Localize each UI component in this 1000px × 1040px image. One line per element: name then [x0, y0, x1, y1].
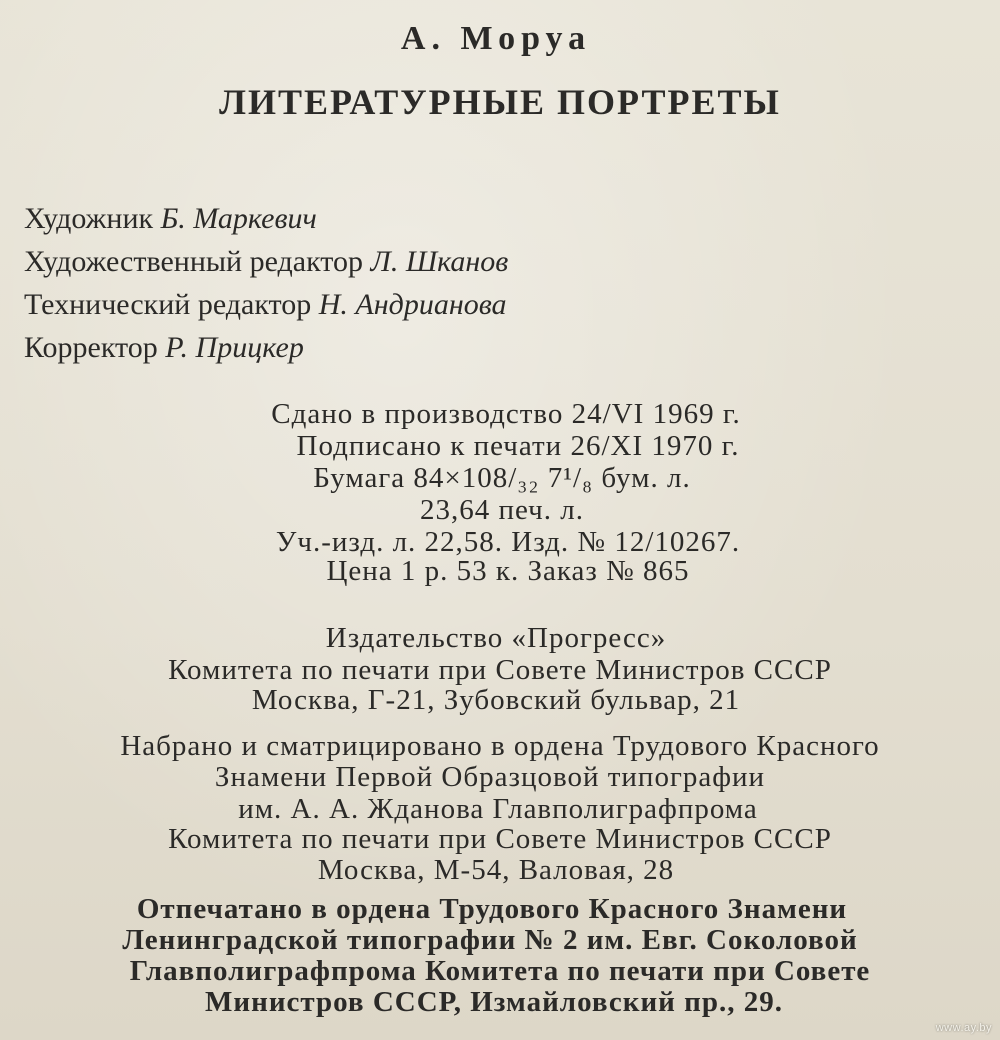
printing-address: Министров СССР, Измайловский пр., 29.	[205, 986, 783, 1018]
book-author: А. Моруа	[400, 20, 592, 57]
publisher-committee: Комитета по печати при Совете Министров СССР	[168, 654, 832, 686]
printed-sheets: 23,64 печ. л.	[420, 494, 584, 526]
publisher-sheets: Уч.-изд. л. 22,58. Изд. № 12/10267.	[275, 526, 741, 558]
typesetting-address: Москва, М-54, Валовая, 28	[317, 854, 675, 886]
production-date: Сдано в производство 24/VI 1969 г.	[271, 398, 741, 430]
credit-artist	[24, 204, 317, 234]
credit-proofreader	[24, 333, 304, 363]
credit-name: Н. Андрианова	[318, 288, 507, 321]
credit-name: Б. Маркевич	[160, 202, 317, 235]
credit-art-editor	[24, 247, 508, 277]
publisher-address: Москва, Г-21, Зубовский бульвар, 21	[251, 684, 741, 716]
printing-line: Главполиграфпрома Комитета по печати при Совете	[129, 955, 871, 987]
typesetting-line: им. А. А. Жданова Главполиграфпрома	[238, 793, 758, 825]
credit-role: Корректор	[24, 331, 158, 364]
printing-line: Отпечатано в ордена Трудового Красного Знамени	[136, 893, 848, 925]
credit-name: Р. Прицкер	[165, 331, 304, 364]
book-title: ЛИТЕРАТУРНЫЕ ПОРТРЕТЫ	[219, 82, 781, 122]
credit-tech-editor	[24, 290, 507, 320]
price-order: Цена 1 р. 53 к. Заказ № 865	[326, 555, 690, 587]
typesetting-line: Набрано и сматрицировано в ордена Трудового Красного	[120, 730, 880, 762]
publisher-name: Издательство «Прогресс»	[325, 622, 667, 654]
printing-line: Ленинградской типографии № 2 им. Евг. Соколовой	[122, 924, 858, 956]
site-watermark: www.ay.by	[935, 1022, 992, 1034]
credit-role: Художник	[24, 202, 154, 235]
paper-format: Бумага 84×108/₃₂ 7¹/₈ бум. л.	[313, 462, 691, 494]
typesetting-line: Комитета по печати при Совете Министров СССР	[168, 823, 832, 855]
signed-to-print-date: Подписано к печати 26/XI 1970 г.	[296, 430, 740, 462]
credit-name: Л. Шканов	[370, 245, 509, 278]
typesetting-line: Знамени Первой Образцовой типографии	[214, 761, 766, 793]
credit-role: Технический редактор	[24, 288, 312, 321]
credit-role: Художественный редактор	[24, 245, 363, 278]
